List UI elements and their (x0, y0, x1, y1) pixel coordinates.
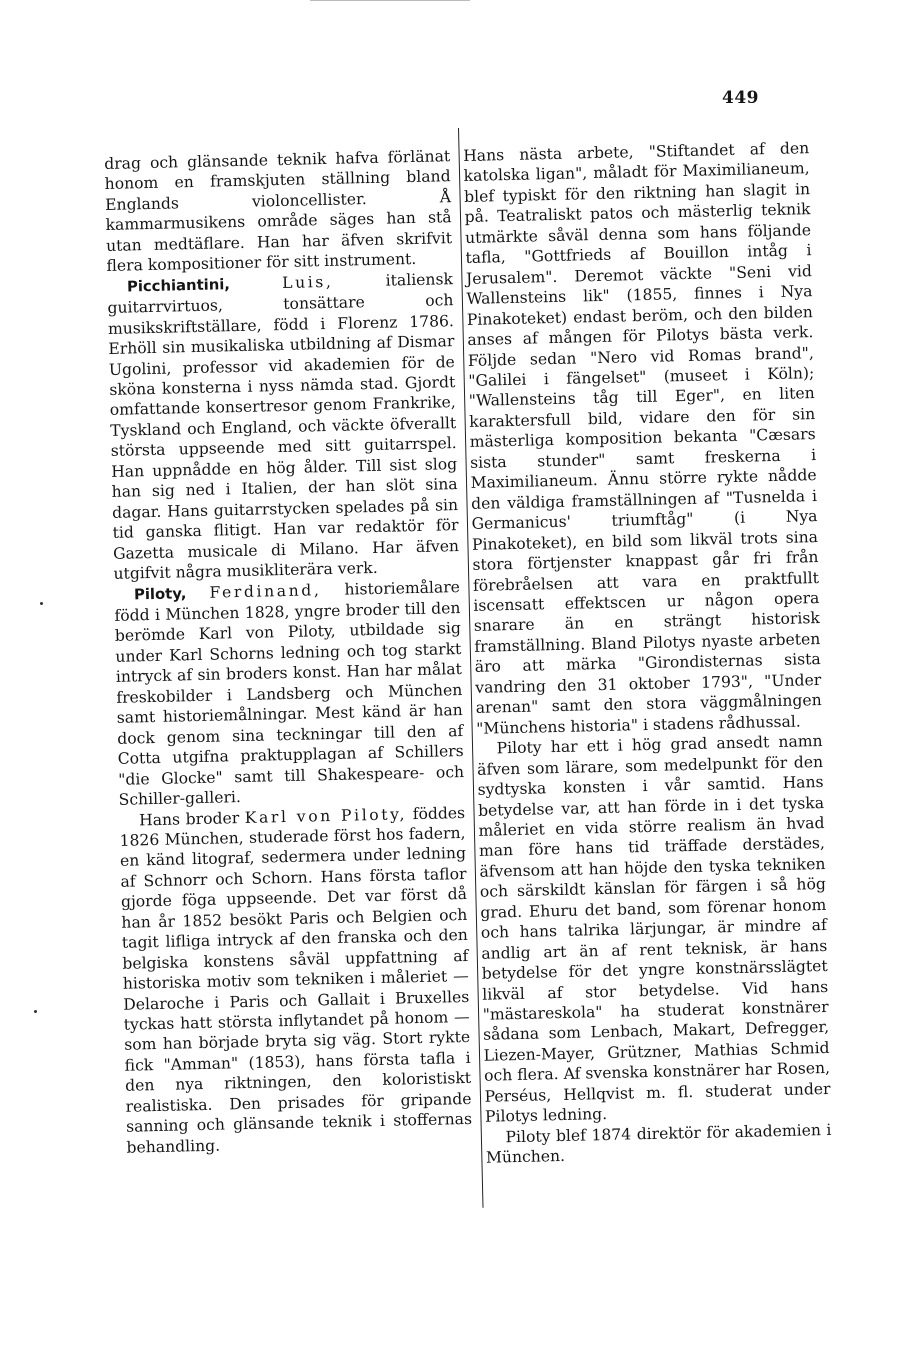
karl-intro: Hans broder (138, 808, 245, 829)
entry-text-picchiantini: italiensk guitarrvirtuos, tonsättare och musikskriftställare, född i Florenz 1786. Erhöll sin musikaliska utbildning af Dismar Ugolini, professor vid akademien för de sköna konsterna i nyss nämda stad. Gjordt omfattande konsertresor genom Frankrike, Tyskland och England, och väckte öfverallt största uppseende med sitt guitarrspel. Han uppnådde en hög ålder. Till sist slog han sig ned i Italien, der han slöt sina dagar. Hans guitarrstycken spelades på sin tid ganska flitigt. Han var redaktör för Gazetta musicale di Milano. Har äfven utgifvit några musikliterära verk. (107, 269, 460, 583)
entry-head-piloty: Piloty, (133, 584, 187, 603)
page-number: 449 (722, 88, 759, 108)
karl-text: föddes 1826 München, studerade först hos fadern, en känd litograf, sedermera under ledning af Schnorr och Schorn. Hans första taflor gjorde föga uppseende. Det var först då han år 1852 besökt Paris och Belgien och tagit lifliga intryck af den franska och den belgiska konstens såväl uppfattning af historiska motiv som tekniken i måleriet — Delaroche i Paris och Gallait i Bruxelles tyckas hatt största inflytandet på honom — som han började bryta sig väg. Stort rykte fick "Amman" (1853), hans första tafla i den nya riktningen, den koloristiskt realistiska. Den prisades för gripande sanning och glänsande teknik i stoffernas behandling. (119, 803, 473, 1157)
paragraph-violoncellist: drag och glänsande teknik hafva förlänat honom en framskjuten ställning bland Englands violoncellister. Å kammarmusikens område säges han stå utan medtäflare. Han har äfven skrifvit flera kompositioner för sitt instrument. (104, 147, 453, 276)
entry-text-ferdinand: historiemålare född i München 1828, yngre broder till den berömde Karl von Piloty, utbildade sig under Karl Schorns ledning och tog starkt intryck af sin broders konst. Han har målat freskobilder i Landsberg och München samt historiemålningar. Mest känd är han dock genom sina teckningar till den af Cotta utgifna praktupplagan af Schillers "die Glocke" samt till Shakespeare- och Schiller-galleri. (114, 577, 465, 809)
entry-name-ferdinand: Ferdinand, (209, 580, 322, 602)
paragraph-teacher: Piloty har ett i hög grad ansedt namn äfven som lärare, som medelpunkt för den sydtyska konsten i vår samtid. Hans betydelse var, att han förde in i det tyska måleriet en vida större realism än hvad man före hans tid träffade derstädes, äfvensom att han höjde den tyska tekniken och särskildt känslan för färgen i så hög grad. Ehuru det band, som förenar honom och hans talrika lärjungar, är mindre af andlig art än af rent teknisk, är hans betydelse för det yngre konstnärsslägtet likväl af stor betydelse. Vid hans "mästareskola" ha studerat konstnärer sådana som Lenbach, Makart, Defregger, Liezen-Mayer, Grützner, Mathias Schmid och flera. Af svenska konstnärer har Rosen, Perséus, Hellqvist m. fl. studerat under Pilotys ledning. (476, 732, 831, 1127)
scan-edge-line (310, 0, 470, 1)
entry-name-picchiantini: Luis, (281, 272, 334, 292)
paragraph-karl-von-piloty (119, 802, 473, 1157)
scan-speck (40, 602, 43, 605)
entry-piloty-ferdinand (114, 577, 465, 811)
entry-picchiantini (107, 269, 460, 585)
scan-speck (34, 1010, 37, 1013)
left-column (104, 146, 473, 1158)
entry-head-picchiantini: Picchiantini, (126, 275, 231, 296)
karl-name: Karl von Piloty, (244, 804, 408, 827)
paragraph-director: Piloty blef 1874 direktör för akademien i München. (485, 1120, 832, 1167)
right-column (463, 138, 832, 1168)
paragraph-works: Hans nästa arbete, "Stiftandet af den katolska ligan", måladt för Maximilianeum, blef typiskt för den riktning han slagit in på. Teatraliskt patos och mästerlig teknik utmärkte såväl denna som hans följande tafla, "Gottfrieds af Bouillon intåg i Jerusalem". Deremot väckte "Seni vid Wallensteins lik" (1855, finnes i Nya Pinakoteket) endast beröm, och den bilden anses af mången för Pilotys bästa verk. Följde sedan "Nero vid Romas brand", "Galilei i fängelset" (museet i Köln); "Wallensteins tåg till Eger", en liten karaktersfull bild, vidare den för sin mästerliga komposition bekanta "Cæsars sista stunder" samt freskerna i Maximilianeum. Ännu större rykte nådde den väldiga framställningen af "Tusnelda i Germanicus' triumftåg" (i Nya Pinakoteket), en bild som likväl trots sina stora förtjenster knappast går fri från förebråelsen att vara en praktfullt iscensatt effektscen ur någon opera snarare än en strängt historisk framställning. Bland Pilotys nyaste arbeten äro att märka "Girondisternas sista vandring den 31 oktober 1793", "Under arenan" samt den stora väggmålningen "Münchens historia" i stadens rådhussal. (463, 139, 822, 738)
